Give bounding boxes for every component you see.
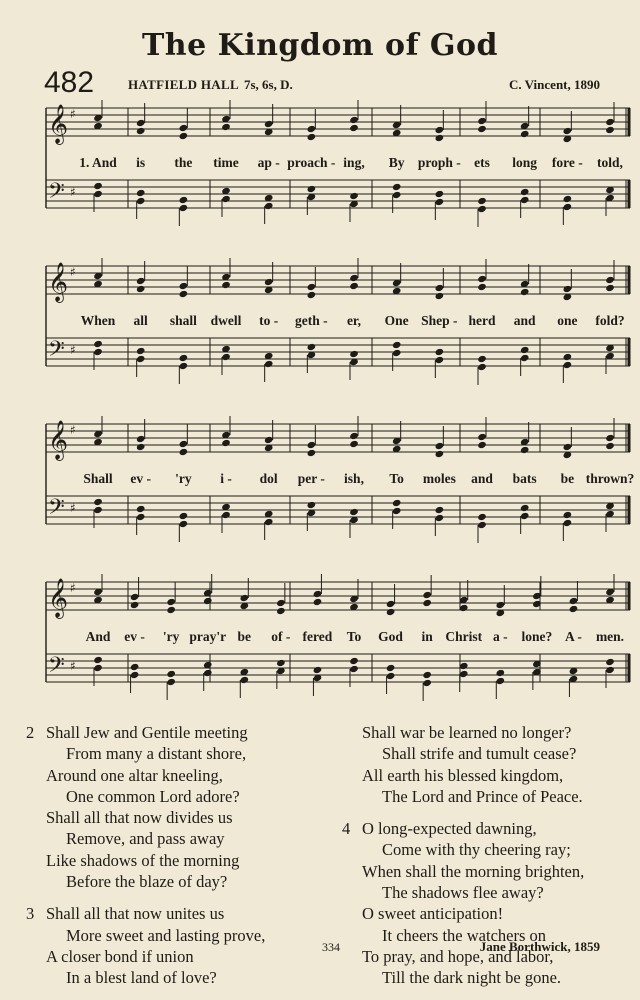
note-head bbox=[496, 677, 506, 685]
stanza-3 bbox=[26, 903, 266, 988]
lyric-syllable: dwell bbox=[210, 313, 242, 328]
music-system-4 bbox=[40, 574, 632, 704]
note-head bbox=[136, 347, 146, 355]
note-head bbox=[386, 600, 396, 608]
lyric-syllable: By bbox=[388, 155, 405, 170]
hymn-number: 482 bbox=[44, 66, 95, 99]
lyric-syllable: ish, bbox=[344, 471, 364, 486]
verse-line: To pray, and hope, and labor, bbox=[362, 946, 554, 966]
note-head bbox=[166, 678, 176, 686]
verse-line: Like shadows of the morning bbox=[46, 850, 240, 870]
note-head bbox=[93, 182, 103, 190]
composer: C. Vincent, 1890 bbox=[509, 77, 600, 92]
music-system-3 bbox=[40, 416, 635, 546]
note-head bbox=[307, 501, 317, 509]
note-head bbox=[136, 119, 146, 127]
note-head bbox=[435, 198, 445, 206]
note-head bbox=[221, 353, 231, 361]
lyric-syllable: of - bbox=[271, 629, 291, 644]
lyric-syllable: shall bbox=[169, 313, 197, 328]
note-head bbox=[93, 656, 103, 664]
note-head bbox=[563, 511, 573, 519]
note-head bbox=[605, 284, 615, 292]
note-head bbox=[136, 197, 146, 205]
note-head bbox=[349, 274, 359, 282]
note-head bbox=[307, 291, 317, 299]
lyric-syllable: To bbox=[389, 471, 404, 486]
sharp-icon: ♯ bbox=[70, 659, 76, 673]
note-head bbox=[605, 442, 615, 450]
music-system-2 bbox=[40, 258, 632, 388]
note-head bbox=[221, 195, 231, 203]
verse-line: Before the blaze of day? bbox=[66, 872, 228, 892]
sharp-icon: ♯ bbox=[70, 581, 76, 595]
note-head bbox=[520, 130, 530, 138]
note-head bbox=[179, 132, 189, 140]
lyric-syllable: ev - bbox=[130, 471, 151, 486]
note-head bbox=[520, 196, 530, 204]
note-head bbox=[264, 202, 274, 210]
music-system-1 bbox=[40, 100, 632, 230]
lyric-syllable: er, bbox=[346, 313, 362, 328]
lyric-syllable: to - bbox=[259, 313, 279, 328]
lyric-syllable: ing, bbox=[343, 155, 365, 170]
note-head bbox=[136, 285, 146, 293]
note-head bbox=[221, 123, 231, 131]
note-head bbox=[563, 353, 573, 361]
note-head bbox=[179, 512, 189, 520]
note-head bbox=[276, 659, 286, 667]
note-head bbox=[136, 277, 146, 285]
lyric-syllable: be bbox=[237, 629, 252, 644]
note-head bbox=[136, 355, 146, 363]
note-head bbox=[477, 363, 487, 371]
note-head bbox=[179, 520, 189, 528]
sharp-icon: ♯ bbox=[70, 501, 76, 515]
note-head bbox=[435, 506, 445, 514]
note-head bbox=[307, 133, 317, 141]
note-head bbox=[130, 671, 140, 679]
lyric-line bbox=[40, 471, 635, 489]
verse-line: Shall war be learned no longer? bbox=[362, 723, 572, 742]
lyric-syllable: is bbox=[136, 155, 146, 170]
note-head bbox=[136, 505, 146, 513]
note-head bbox=[563, 443, 573, 451]
note-head bbox=[93, 348, 103, 356]
note-head bbox=[221, 281, 231, 289]
note-head bbox=[435, 292, 445, 300]
note-head bbox=[166, 598, 176, 606]
verse-line: When shall the morning brighten, bbox=[362, 861, 585, 881]
note-head bbox=[349, 508, 359, 516]
note-head bbox=[520, 288, 530, 296]
lyric-syllable: the bbox=[174, 155, 193, 170]
treble-clef-icon: 𝄞 bbox=[48, 104, 69, 144]
verse-line: From many a distant shore, bbox=[66, 744, 247, 764]
note-head bbox=[435, 134, 445, 142]
lyric-syllable: To bbox=[346, 629, 362, 644]
note-head bbox=[605, 276, 615, 284]
note-head bbox=[477, 275, 487, 283]
note-head bbox=[435, 190, 445, 198]
lyric-syllable: 'ry bbox=[175, 471, 192, 486]
note-head bbox=[435, 126, 445, 134]
lyric-syllable: pray'r bbox=[189, 629, 227, 644]
note-head bbox=[136, 127, 146, 135]
lyric-syllable: moles bbox=[422, 471, 456, 486]
bass-clef-icon: 𝄢 bbox=[48, 337, 65, 367]
verse-line: O sweet anticipation! bbox=[362, 904, 504, 924]
note-head bbox=[276, 607, 286, 615]
verses-right-column bbox=[342, 722, 585, 1000]
lyric-syllable: Shep - bbox=[421, 313, 458, 328]
note-head bbox=[179, 448, 189, 456]
lyric-syllable: and bbox=[471, 471, 493, 486]
bass-clef-icon: 𝄢 bbox=[48, 495, 65, 525]
note-head bbox=[136, 513, 146, 521]
note-head bbox=[386, 664, 396, 672]
lyric-line bbox=[40, 313, 632, 331]
note-head bbox=[136, 189, 146, 197]
note-head bbox=[221, 511, 231, 519]
stanza-2 bbox=[26, 722, 265, 892]
verse-line: More sweet and lasting prove, bbox=[66, 925, 266, 945]
note-head bbox=[496, 669, 506, 677]
lyric-line bbox=[40, 155, 632, 173]
sharp-icon: ♯ bbox=[70, 185, 76, 199]
note-head bbox=[569, 597, 579, 605]
note-head bbox=[307, 449, 317, 457]
note-head bbox=[179, 282, 189, 290]
note-head bbox=[179, 354, 189, 362]
verse-number: 4 bbox=[342, 819, 351, 839]
verse-line: One common Lord adore? bbox=[66, 786, 240, 806]
lyric-syllable: God bbox=[378, 629, 403, 644]
verse-line: Shall strife and tumult cease? bbox=[382, 744, 577, 764]
sharp-icon: ♯ bbox=[70, 265, 76, 279]
lyric-syllable: geth - bbox=[295, 313, 328, 328]
verse-line: In a blest land of love? bbox=[66, 968, 217, 988]
verse-line: 4 O long-expected dawning, bbox=[342, 819, 537, 839]
note-head bbox=[93, 190, 103, 198]
note-head bbox=[422, 599, 432, 607]
note-head bbox=[179, 290, 189, 298]
sharp-icon: ♯ bbox=[70, 423, 76, 437]
note-head bbox=[349, 192, 359, 200]
lyric-syllable: A - bbox=[564, 629, 582, 644]
lyric-syllable: dol bbox=[259, 471, 278, 486]
note-head bbox=[313, 590, 323, 598]
note-head bbox=[179, 204, 189, 212]
lyric-syllable: fold? bbox=[595, 313, 625, 328]
lyric-syllable: bats bbox=[512, 471, 537, 486]
note-head bbox=[520, 354, 530, 362]
lyric-syllable: lone? bbox=[521, 629, 553, 644]
lyric-syllable: ev - bbox=[124, 629, 145, 644]
treble-clef-icon: 𝄞 bbox=[48, 262, 69, 302]
lyric-syllable: fered bbox=[302, 629, 333, 644]
lyric-syllable: in bbox=[421, 629, 433, 644]
lyric-syllable: Christ bbox=[445, 629, 483, 644]
lyric-syllable: ets bbox=[474, 155, 490, 170]
note-head bbox=[313, 666, 323, 674]
note-head bbox=[93, 498, 103, 506]
lyric-syllable: one bbox=[557, 313, 578, 328]
note-head bbox=[130, 663, 140, 671]
lyric-syllable: ap - bbox=[257, 155, 280, 170]
note-head bbox=[477, 433, 487, 441]
note-head bbox=[166, 670, 176, 678]
verse-line: It cheers the watchers on bbox=[382, 925, 547, 945]
note-head bbox=[179, 124, 189, 132]
note-head bbox=[349, 657, 359, 665]
note-head bbox=[392, 499, 402, 507]
note-head bbox=[563, 285, 573, 293]
note-head bbox=[477, 355, 487, 363]
verse-line: The shadows flee away? bbox=[382, 883, 544, 903]
hymn-title: The Kingdom of God bbox=[141, 28, 499, 63]
note-head bbox=[563, 203, 573, 211]
lyric-syllable: 'ry bbox=[162, 629, 180, 644]
note-head bbox=[435, 514, 445, 522]
note-head bbox=[477, 197, 487, 205]
note-head bbox=[435, 356, 445, 364]
note-head bbox=[605, 434, 615, 442]
note-head bbox=[477, 205, 487, 213]
note-head bbox=[179, 362, 189, 370]
lyric-syllable: thrown? bbox=[585, 471, 635, 486]
note-head bbox=[386, 672, 396, 680]
note-head bbox=[349, 440, 359, 448]
note-head bbox=[477, 441, 487, 449]
note-head bbox=[392, 341, 402, 349]
note-head bbox=[307, 343, 317, 351]
verse-line: 2 Shall Jew and Gentile meeting bbox=[26, 723, 248, 742]
note-head bbox=[307, 441, 317, 449]
note-head bbox=[520, 504, 530, 512]
lyric-syllable: men. bbox=[595, 629, 625, 644]
note-head bbox=[313, 598, 323, 606]
lyric-syllable: One bbox=[384, 313, 409, 328]
note-head bbox=[435, 284, 445, 292]
note-head bbox=[307, 185, 317, 193]
note-head bbox=[93, 340, 103, 348]
verse-line: A closer bond if union bbox=[46, 946, 194, 966]
note-head bbox=[477, 117, 487, 125]
note-head bbox=[520, 346, 530, 354]
lyric-syllable: all bbox=[133, 313, 148, 328]
lyric-syllable: i - bbox=[220, 471, 232, 486]
note-head bbox=[569, 605, 579, 613]
note-head bbox=[392, 507, 402, 515]
note-head bbox=[563, 519, 573, 527]
note-head bbox=[240, 594, 250, 602]
note-head bbox=[349, 665, 359, 673]
note-head bbox=[130, 593, 140, 601]
note-head bbox=[264, 278, 274, 286]
note-head bbox=[179, 196, 189, 204]
note-head bbox=[179, 440, 189, 448]
note-head bbox=[496, 601, 506, 609]
lyric-syllable: 1. And bbox=[79, 155, 117, 170]
bass-clef-icon: 𝄢 bbox=[48, 653, 65, 683]
note-head bbox=[166, 606, 176, 614]
note-head bbox=[349, 124, 359, 132]
verse-line: The Lord and Prince of Peace. bbox=[382, 786, 583, 806]
verse-number: 3 bbox=[26, 904, 35, 924]
lyric-syllable: When bbox=[80, 313, 116, 328]
note-head bbox=[93, 506, 103, 514]
lyric-syllable: time bbox=[213, 155, 239, 170]
note-head bbox=[264, 120, 274, 128]
note-head bbox=[435, 442, 445, 450]
note-head bbox=[276, 599, 286, 607]
note-head bbox=[203, 669, 213, 677]
lyric-line bbox=[40, 629, 632, 647]
text-author: Jane Borthwick, 1859 bbox=[479, 939, 600, 954]
note-head bbox=[221, 439, 231, 447]
lyric-syllable: proach - bbox=[287, 155, 336, 170]
note-head bbox=[435, 450, 445, 458]
note-head bbox=[386, 608, 396, 616]
note-head bbox=[422, 671, 432, 679]
lyric-syllable: And bbox=[85, 629, 111, 644]
note-head bbox=[563, 195, 573, 203]
sharp-icon: ♯ bbox=[70, 343, 76, 357]
note-head bbox=[520, 188, 530, 196]
verse-line: Till the dark night be gone. bbox=[382, 968, 562, 988]
note-head bbox=[422, 591, 432, 599]
note-head bbox=[563, 127, 573, 135]
note-head bbox=[93, 664, 103, 672]
verse-line: 3 Shall all that now unites us bbox=[26, 904, 225, 924]
note-head bbox=[349, 432, 359, 440]
page-number: 334 bbox=[322, 940, 340, 954]
lyric-syllable: proph - bbox=[417, 155, 461, 170]
note-head bbox=[520, 512, 530, 520]
verse-line: Come with thy cheering ray; bbox=[382, 840, 571, 860]
lyric-syllable: herd bbox=[468, 313, 496, 328]
note-head bbox=[477, 283, 487, 291]
note-head bbox=[605, 658, 615, 666]
lyric-syllable: be bbox=[560, 471, 575, 486]
meter: 7s, 6s, D. bbox=[244, 77, 293, 92]
treble-clef-icon: 𝄞 bbox=[48, 420, 69, 460]
lyric-syllable: and bbox=[513, 313, 536, 328]
note-head bbox=[477, 521, 487, 529]
lyric-syllable: long bbox=[512, 155, 538, 170]
note-head bbox=[307, 283, 317, 291]
note-head bbox=[435, 348, 445, 356]
verse-line: Remove, and pass away bbox=[66, 829, 225, 849]
verse-number: 2 bbox=[26, 723, 35, 742]
note-head bbox=[349, 350, 359, 358]
note-head bbox=[136, 443, 146, 451]
note-head bbox=[520, 446, 530, 454]
note-head bbox=[264, 360, 274, 368]
note-head bbox=[605, 126, 615, 134]
note-head bbox=[136, 435, 146, 443]
note-head bbox=[477, 125, 487, 133]
note-head bbox=[477, 513, 487, 521]
treble-clef-icon: 𝄞 bbox=[48, 578, 69, 618]
lyric-syllable: told, bbox=[597, 155, 623, 170]
lyric-syllable: per - bbox=[297, 471, 325, 486]
note-head bbox=[422, 679, 432, 687]
lyric-syllable: Shall bbox=[83, 471, 113, 486]
lyric-syllable: a - bbox=[492, 629, 508, 644]
stanza-4 bbox=[342, 818, 585, 988]
note-head bbox=[605, 118, 615, 126]
note-head bbox=[392, 183, 402, 191]
note-head bbox=[240, 676, 250, 684]
note-head bbox=[349, 116, 359, 124]
lyric-syllable: fore - bbox=[551, 155, 583, 170]
verses-left-column bbox=[26, 722, 266, 1000]
note-head bbox=[605, 666, 615, 674]
note-head bbox=[264, 436, 274, 444]
note-head bbox=[349, 282, 359, 290]
note-head bbox=[130, 601, 140, 609]
note-head bbox=[392, 191, 402, 199]
note-head bbox=[392, 349, 402, 357]
note-head bbox=[563, 361, 573, 369]
tune-name: HATFIELD HALL bbox=[128, 77, 239, 92]
verse-line: Shall all that now divides us bbox=[46, 808, 233, 828]
sharp-icon: ♯ bbox=[70, 107, 76, 121]
note-head bbox=[307, 125, 317, 133]
stanza-2-continued bbox=[362, 722, 584, 807]
verse-line: All earth his blessed kingdom, bbox=[362, 765, 564, 785]
note-head bbox=[203, 597, 213, 605]
bass-clef-icon: 𝄢 bbox=[48, 179, 65, 209]
verse-line: Around one altar kneeling, bbox=[46, 765, 223, 785]
note-head bbox=[264, 518, 274, 526]
